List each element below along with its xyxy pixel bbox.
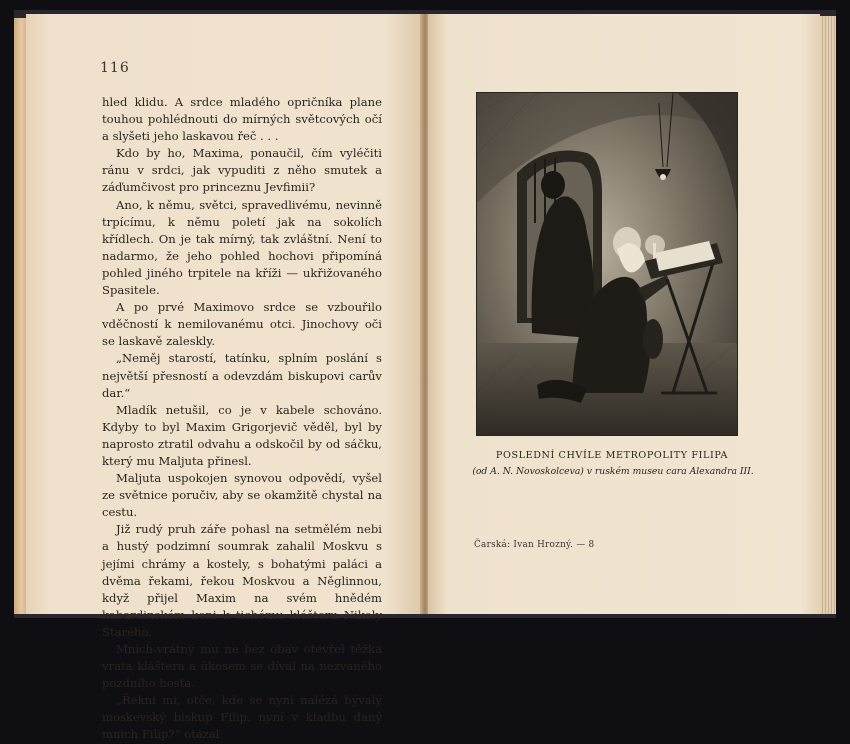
page-number: 116 bbox=[100, 60, 130, 76]
paragraph: hled klidu. A srdce mladého opričníka plane touhou pohlédnouti do mírných světcových očí a slyšeti jeho laskavou řeč . . . bbox=[102, 95, 382, 144]
signature-mark: Čarská: Ivan Hrozný. — 8 bbox=[474, 540, 595, 550]
engraving-illustration bbox=[476, 92, 738, 436]
paragraph: „Neměj starostí, tatínku, splním poslání s největší přesností a odevzdám biskupovi carův dar.“ bbox=[102, 351, 382, 400]
paragraph: Mladík netušil, co je v kabele schováno. Kdyby to byl Maxim Grigorjevič věděl, byl by naprosto ztratil odvahu a odskočil by od sáčku, který mu Maljuta přinesl. bbox=[102, 402, 382, 468]
book-cover-edge bbox=[14, 18, 26, 614]
page-edges bbox=[820, 16, 836, 614]
left-page bbox=[26, 14, 424, 742]
paragraph: „Řekni mi, otče, kde se nyní nalézá bývalý moskevský biskup Filip, nyní v kladbu daný mnich Filip?“ otázal bbox=[102, 693, 382, 742]
paragraph: Již rudý pruh záře pohasl na setmělém nebi a hustý podzimní soumrak zahalil Moskvu s jejími chrámy a kostely, s bohatými paláci a dvěma řekami, řekou Moskvou a Něglinnou, když přijel Maxim na svém hnědém kabardinském koni k tichému klášteru Nikoly Starého. bbox=[102, 522, 382, 639]
illustration-caption-title: POSLEDNÍ CHVÍLE METROPOLITY FILIPA bbox=[495, 450, 729, 461]
body-text bbox=[102, 94, 382, 744]
illustration-caption-credit: (od A. N. Novoskolceva) v ruském museu cara Alexandra III. bbox=[472, 466, 754, 477]
paragraph: Maljuta uspokojen synovou odpovědí, vyšel ze světnice poručiv, aby se okamžitě chystal na cestu. bbox=[102, 471, 382, 520]
paragraph: Mnich-vrátný mu ne bez obav otevřel těžká vrata kláštera a úkosem se díval na nezvaného pozdního hosta. bbox=[102, 642, 382, 691]
paragraph: A po prvé Maximovo srdce se vzbouřilo vděčností k nemilovanému otci. Jinochovy oči se laskavě zaleskly. bbox=[102, 300, 382, 349]
paragraph: Kdo by ho, Maxima, ponaučil, čím vyléčiti ránu v srdci, jak vypuditi z něho smutek a záďumčivost pro princeznu Jevfimii? bbox=[102, 146, 382, 195]
paragraph: Ano, k němu, světci, spravedlivému, nevinně trpícímu, k němu poletí jak na sokolích křídlech. On je tak mírný, tak zvláštní. Není to nadarmo, že jeho pohled hochovi připomíná pohled jiného trpitele na kříži — ukřižovaného Spasitele. bbox=[102, 197, 382, 298]
right-page bbox=[428, 14, 820, 614]
